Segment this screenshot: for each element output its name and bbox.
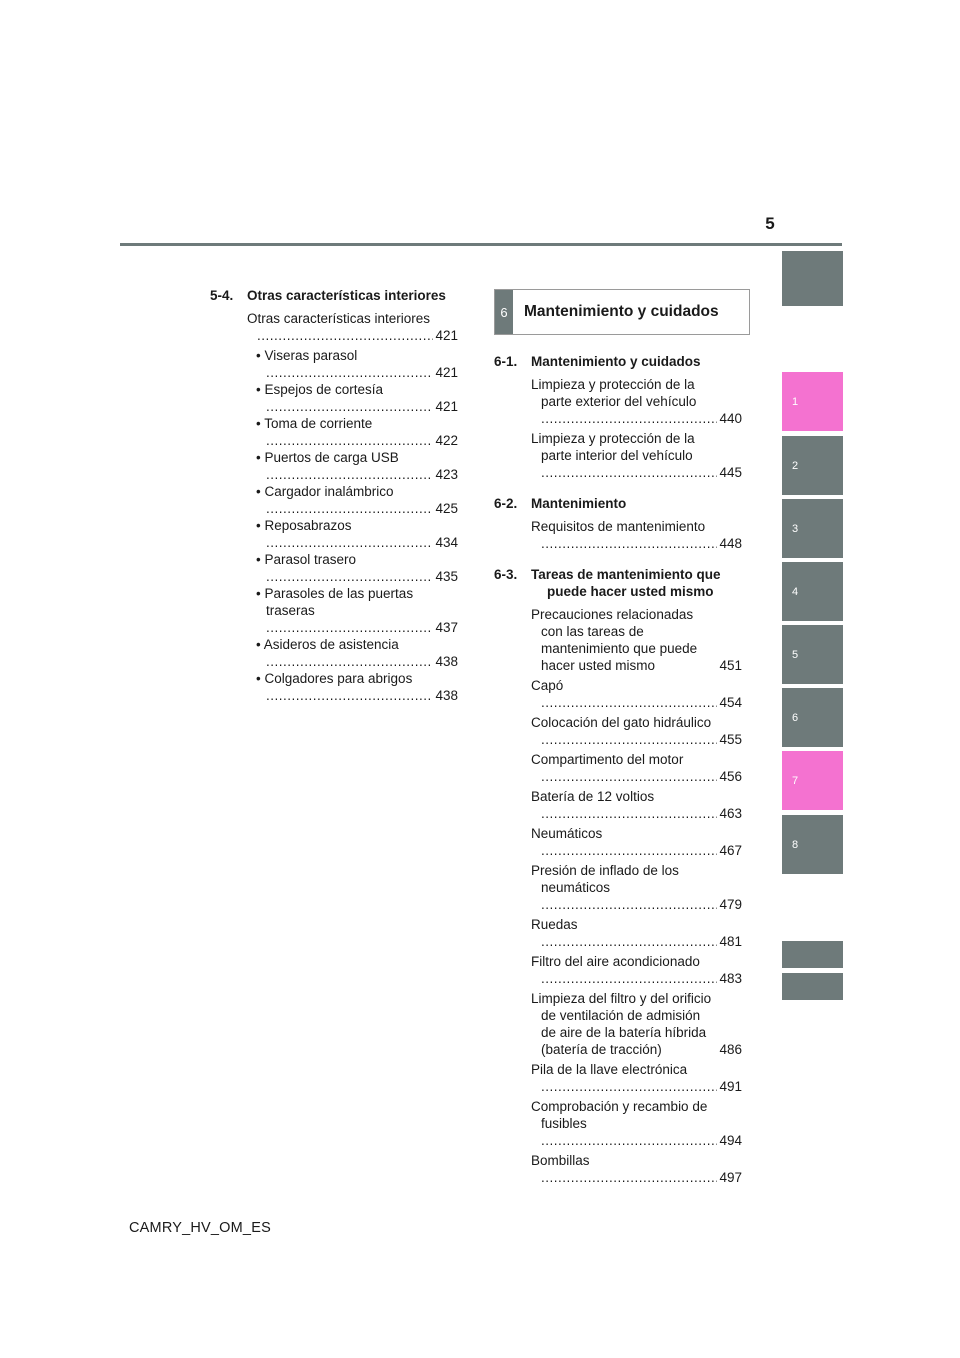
toc-entry[interactable] — [247, 310, 458, 344]
toc-entry-page: 467 — [719, 843, 742, 858]
toc-entry-label: • Asideros de asistencia ..... — [256, 636, 433, 670]
section-heading — [210, 287, 458, 304]
toc-entry[interactable] — [531, 825, 742, 859]
thumb-tab[interactable] — [782, 688, 843, 747]
toc-entry-page: 463 — [719, 806, 742, 821]
toc-entry-label: • Espejos de cortesía ..... — [256, 381, 433, 415]
thumb-tab-label: 3 — [792, 522, 799, 535]
toc-entry[interactable] — [531, 1098, 742, 1149]
thumb-tab-label: 7 — [792, 774, 799, 787]
thumb-tab[interactable] — [782, 251, 843, 306]
toc-entry[interactable] — [531, 788, 742, 822]
toc-entry-label: Batería de 12 voltios ..... — [531, 788, 717, 822]
thumb-tab[interactable] — [782, 436, 843, 495]
toc-entry[interactable] — [531, 862, 742, 913]
toc-entry[interactable] — [256, 483, 458, 517]
toc-entry[interactable] — [256, 636, 458, 670]
toc-entry-page: 440 — [719, 411, 742, 426]
toc-entry-label: • Parasoles de las puertas traseras ..... — [256, 585, 433, 636]
toc-entry-page: 448 — [719, 536, 742, 551]
thumb-tab[interactable] — [782, 562, 843, 621]
toc-entry-label: • Puertos de carga USB ..... — [256, 449, 433, 483]
toc-entry-label: Pila de la llave electrónica ..... — [531, 1061, 717, 1095]
toc-entry-page: 451 — [719, 658, 742, 673]
toc-entry-page: 437 — [435, 620, 458, 635]
toc-entry[interactable] — [531, 1152, 742, 1186]
toc-entry-label: • Cargador inalámbrico ..... — [256, 483, 433, 517]
toc-entry-label: Requisitos de mantenimiento ..... — [531, 518, 717, 552]
toc-entry[interactable] — [256, 517, 458, 551]
toc-entry-label: • Viseras parasol ..... — [256, 347, 433, 381]
toc-entry[interactable] — [256, 415, 458, 449]
thumb-tab[interactable] — [782, 499, 843, 558]
toc-entry-page: 497 — [719, 1170, 742, 1185]
toc-entry-page: 479 — [719, 897, 742, 912]
toc-entry[interactable] — [531, 606, 742, 674]
toc-entry[interactable] — [531, 376, 742, 427]
toc-entry[interactable] — [531, 430, 742, 481]
toc-entry-page: 421 — [435, 365, 458, 380]
toc-entry[interactable] — [531, 714, 742, 748]
toc-entry-label: Bombillas ..... — [531, 1152, 717, 1186]
toc-entry-label: Compartimento del motor ..... — [531, 751, 717, 785]
thumb-tab-label: 6 — [792, 711, 799, 724]
toc-entry-label: • Reposabrazos ..... — [256, 517, 433, 551]
toc-entry-page: 494 — [719, 1133, 742, 1148]
toc-entry[interactable] — [531, 1061, 742, 1095]
thumb-tab-label: 1 — [792, 395, 799, 408]
thumb-tab[interactable] — [782, 941, 843, 968]
section-number: 5-4. — [210, 288, 234, 303]
thumb-tab-label: 2 — [792, 459, 799, 472]
toc-entry-page: 438 — [435, 654, 458, 669]
toc-entry[interactable] — [531, 751, 742, 785]
toc-entry-page: 456 — [719, 769, 742, 784]
toc-entry-page: 455 — [719, 732, 742, 747]
toc-entry-page: 445 — [719, 465, 742, 480]
toc-entry-label: Precauciones relacionadas con las tareas de mantenimiento que puede hacer usted mismo ..... — [531, 606, 717, 674]
toc-entry[interactable] — [256, 347, 458, 381]
toc-entry[interactable] — [531, 953, 742, 987]
chapter-title: Mantenimiento y cuidados — [524, 303, 719, 320]
toc-entry-page: 421 — [435, 399, 458, 414]
page-number: 5 — [765, 214, 775, 233]
toc-entry-page: 421 — [435, 328, 458, 343]
toc-entry[interactable] — [531, 518, 742, 552]
thumb-tab-label: 8 — [792, 838, 799, 851]
toc-entry-page: 434 — [435, 535, 458, 550]
toc-entry[interactable] — [256, 585, 458, 636]
toc-entry-label: Filtro del aire acondicionado ..... — [531, 953, 717, 987]
toc-entry-page: 491 — [719, 1079, 742, 1094]
chapter-number: 6 — [495, 290, 513, 334]
toc-entry-page: 481 — [719, 934, 742, 949]
toc-entry[interactable] — [256, 670, 458, 704]
toc-entry[interactable] — [256, 381, 458, 415]
toc-entry[interactable] — [531, 990, 742, 1058]
section-title: Tareas de mantenimiento que puede hacer usted mismo — [531, 567, 721, 599]
toc-entry-label: Ruedas ..... — [531, 916, 717, 950]
thumb-tab-label: 5 — [792, 648, 799, 661]
toc-entry-page: 486 — [719, 1042, 742, 1057]
toc-entry-page: 423 — [435, 467, 458, 482]
section-title: Otras características interiores — [247, 288, 446, 303]
toc-entry-page: 454 — [719, 695, 742, 710]
toc-entry-label: • Parasol trasero ..... — [256, 551, 433, 585]
thumb-tab[interactable] — [782, 815, 843, 874]
section-number: 6-3. — [494, 567, 518, 582]
thumb-tab-label: 4 — [792, 585, 799, 598]
toc-entry-label: Limpieza del filtro y del orificio de ventilación de admisión de aire de la batería híbrida (batería de tracción) ..... — [531, 990, 717, 1058]
toc-entry-label: Presión de inflado de los neumáticos ..... — [531, 862, 717, 913]
section-number: 6-1. — [494, 354, 518, 369]
section-heading — [494, 495, 742, 512]
chapter-header — [494, 289, 750, 335]
toc-entry-label: Limpieza y protección de la parte interior del vehículo ..... — [531, 430, 717, 481]
toc-entry-page: 435 — [435, 569, 458, 584]
toc-entry-label: Colocación del gato hidráulico ..... — [531, 714, 717, 748]
section-heading — [494, 353, 742, 370]
thumb-tab[interactable] — [782, 973, 843, 1000]
toc-entry[interactable] — [256, 449, 458, 483]
toc-entry-page: 422 — [435, 433, 458, 448]
toc-entry-label: Capó ..... — [531, 677, 717, 711]
toc-entry-page: 438 — [435, 688, 458, 703]
toc-right-column — [494, 353, 742, 1189]
footer-code: CAMRY_HV_OM_ES — [129, 1220, 271, 1236]
toc-entry[interactable] — [256, 551, 458, 585]
toc-entry-label: Limpieza y protección de la parte exterior del vehículo ..... — [531, 376, 717, 427]
toc-entry-label: Comprobación y recambio de fusibles ..... — [531, 1098, 717, 1149]
thumb-tab[interactable] — [782, 625, 843, 684]
toc-entry[interactable] — [531, 677, 742, 711]
section-number: 6-2. — [494, 496, 518, 511]
section-heading — [494, 566, 742, 600]
toc-entry-label: • Toma de corriente ..... — [256, 415, 433, 449]
toc-entry-label: Neumáticos ..... — [531, 825, 717, 859]
toc-entry[interactable] — [531, 916, 742, 950]
toc-entry-page: 425 — [435, 501, 458, 516]
section-title: Mantenimiento — [531, 496, 627, 511]
toc-entry-page: 483 — [719, 971, 742, 986]
thumb-tab[interactable] — [782, 751, 843, 810]
section-title: Mantenimiento y cuidados — [531, 354, 701, 369]
toc-left-column — [210, 287, 458, 704]
toc-entry-label: Otras características interiores ..... — [247, 310, 433, 344]
header-rule — [120, 243, 842, 246]
thumb-tab[interactable] — [782, 372, 843, 431]
toc-entry-label: • Colgadores para abrigos ..... — [256, 670, 433, 704]
